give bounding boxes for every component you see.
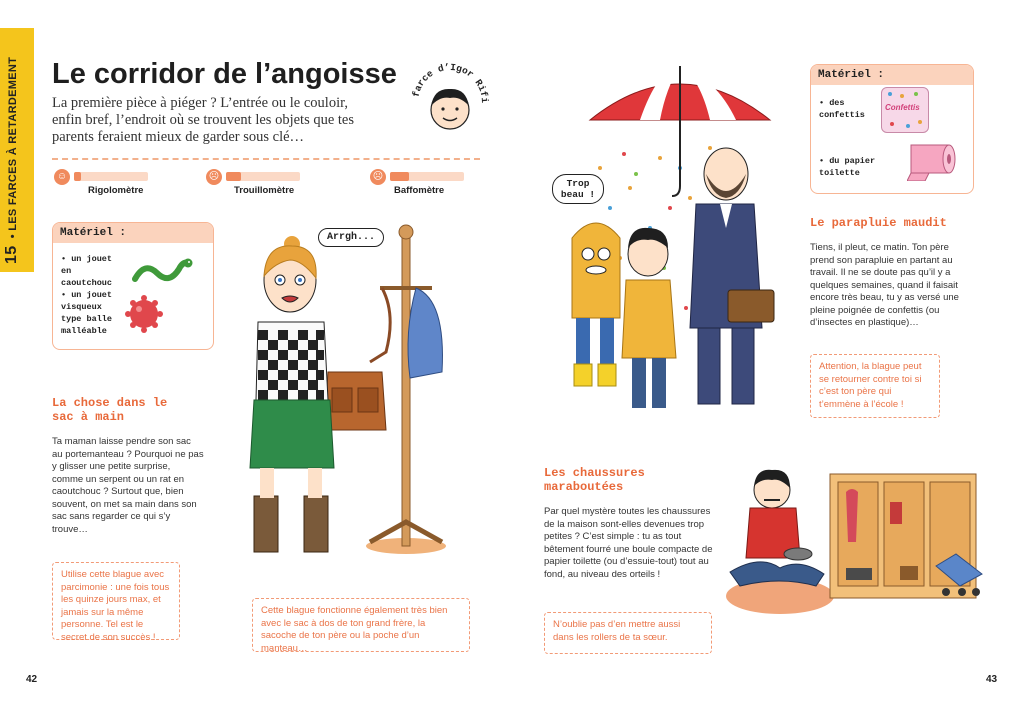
- squishy-ball-icon: [125, 295, 163, 333]
- tip-box-chaussures: N’oublie pas d’en mettre aussi dans les rollers de ta sœur.: [544, 612, 712, 654]
- angry-face-icon: ☹: [370, 169, 386, 185]
- speech-bubble-trop-beau: Trop beau !: [552, 174, 604, 204]
- tip-box-sac: Utilise cette blague avec parcimonie : une fois tous les quinze jours max, et jamais sur la même personne. Tel est le secret de son succès !: [52, 562, 180, 640]
- worried-face-icon: ☹: [206, 169, 222, 185]
- materials-box-right: [810, 64, 974, 194]
- confetti-dots: [882, 88, 928, 132]
- smiley-face-icon: ☺: [54, 169, 70, 185]
- material-item-rubber-toy: • un jouet en caoutchouc: [61, 254, 113, 288]
- materials-box-left: [52, 222, 214, 350]
- boy-shoe-cabinet-illustration: [720, 462, 1000, 622]
- section-body-sac: Ta maman laisse pendre son sac au portemanteau ? Pourquoi ne pas y glisser une petite surprise, comme un serpent ou un rat en caoutchouc ? Surtout que, bien souvent, on met sa main dans son sac sans regarder ce qui s’y trouve…: [52, 436, 204, 535]
- meter-bar: [226, 172, 300, 181]
- chapter-tab: [0, 28, 34, 272]
- author-portrait-icon: [408, 58, 492, 142]
- meter-fill: [74, 172, 81, 181]
- confetti-bag-icon: [881, 87, 929, 133]
- woman-coat-rack-illustration: [220, 222, 460, 562]
- meter-bar: [390, 172, 464, 181]
- material-item-toilet-paper: • du papier toilette: [819, 156, 876, 178]
- toilet-paper-icon: [907, 137, 957, 181]
- material-item-confetti: • des confettis: [819, 98, 865, 120]
- author-credit-text: farce d’Igor Rifi: [410, 61, 491, 104]
- section-title-parapluie: Le parapluie maudit: [810, 216, 947, 230]
- page-title: Le corridor de l’angoisse: [52, 58, 397, 90]
- materials-heading: Matériel :: [811, 65, 973, 85]
- umbrella-family-illustration: [540, 58, 790, 428]
- speech-bubble-arrgh: Arrgh...: [318, 228, 384, 247]
- meter-bar: [74, 172, 148, 181]
- section-body-parapluie: Tiens, il pleut, ce matin. Ton père prend son parapluie en partant au travail. Il ne se doute pas qu’il y a quelques semaines, quand il faisait encore très beau, tu y as versé une pleine poignée de confettis (ou d’insectes en plastique)…: [810, 242, 959, 328]
- page-number-right: 43: [986, 674, 998, 685]
- section-body-chaussures: Par quel mystère toutes les chaussures de la maison sont-elles devenues trop petites ? C’est simple : tu as tout bêtement fourré une boule compacte de papier toilette (ou d’essuie-tout) tout au fond, au niveau des orteils !: [544, 506, 713, 580]
- meter-label: Trouillomètre: [234, 185, 295, 196]
- material-item-squishy-ball: • un jouet visqueux type balle malléable: [61, 290, 113, 336]
- tip-box-center: Cette blague fonctionne également très bien avec le sac à dos de ton grand frère, la sacoche de ton père ou la poche d’un manteau…: [252, 598, 470, 652]
- header-divider: [52, 158, 480, 160]
- meter-fill: [390, 172, 409, 181]
- meter-label: Baffomètre: [394, 185, 445, 196]
- chapter-name: LES FARCES À RETARDEMENT: [7, 56, 19, 231]
- chapter-number: 15: [3, 245, 20, 264]
- section-title-chaussures: Les chaussures maraboutées: [544, 466, 645, 494]
- confetti-packet-label: Confettis: [885, 103, 920, 112]
- page-number-left: 42: [26, 674, 38, 685]
- author-credit: [408, 58, 492, 142]
- toy-snake-icon: [131, 253, 193, 287]
- section-title-sac: La chose dans le sac à main: [52, 396, 168, 424]
- intro-text: La première pièce à piéger ? L’entrée ou le couloir, enfin bref, l’endroit où se trouvent les objets que tes parents feraient mieux de garder sous clé…: [52, 95, 355, 145]
- meter-fill: [226, 172, 241, 181]
- meter-label: Rigolomètre: [88, 185, 144, 196]
- materials-heading: Matériel :: [53, 223, 213, 243]
- tip-box-parapluie: Attention, la blague peut se retourner contre toi si c’est ton père qui t’emmène à l’école !: [810, 354, 940, 418]
- chapter-bullet: •: [7, 234, 19, 239]
- chapter-tab-label: [3, 57, 21, 264]
